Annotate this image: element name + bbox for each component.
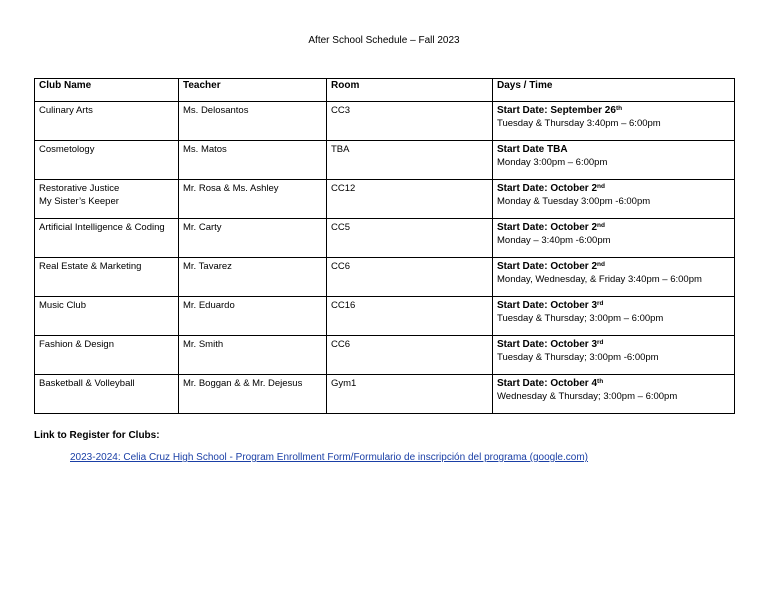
- schedule-text: Monday & Tuesday 3:00pm -6:00pm: [497, 196, 651, 207]
- schedule-table-body: [35, 102, 735, 414]
- start-date: [497, 221, 730, 234]
- start-date-ordinal: rd: [597, 300, 604, 307]
- start-date-text: Start Date: September 26: [497, 105, 616, 116]
- start-date-ordinal: th: [597, 378, 604, 385]
- register-link-heading: Link to Register for Clubs:: [34, 430, 160, 441]
- cell-teacher: Ms. Delosantos: [179, 102, 327, 141]
- start-date-text: Start Date: October 2: [497, 183, 598, 194]
- header-teacher: Teacher: [179, 79, 327, 102]
- start-date-text: Start Date: October 2: [497, 261, 598, 272]
- cell-teacher: Ms. Matos: [179, 141, 327, 180]
- club-name-line: Cosmetology: [39, 144, 95, 155]
- club-name-line: Basketball & Volleyball: [39, 378, 135, 389]
- cell-room: CC6: [327, 336, 493, 375]
- cell-teacher: Mr. Smith: [179, 336, 327, 375]
- start-date: [497, 143, 730, 156]
- table-row: [35, 180, 735, 219]
- table-row: [35, 336, 735, 375]
- cell-room: CC12: [327, 180, 493, 219]
- table-row: [35, 375, 735, 414]
- club-name-line: Fashion & Design: [39, 339, 114, 350]
- club-name-line: Culinary Arts: [39, 105, 93, 116]
- schedule-text: Monday – 3:40pm -6:00pm: [497, 235, 611, 246]
- cell-days-time: [493, 219, 735, 258]
- cell-teacher: Mr. Carty: [179, 219, 327, 258]
- cell-club-name: [35, 180, 179, 219]
- cell-club-name: [35, 258, 179, 297]
- start-date-text: Start Date TBA: [497, 144, 568, 155]
- cell-days-time: [493, 375, 735, 414]
- start-date-text: Start Date: October 2: [497, 222, 598, 233]
- start-date: [497, 377, 730, 390]
- schedule-text: Tuesday & Thursday; 3:00pm -6:00pm: [497, 352, 659, 363]
- start-date-ordinal: nd: [597, 222, 605, 229]
- table-row: [35, 258, 735, 297]
- table-header-row: [35, 79, 735, 102]
- cell-teacher: Mr. Tavarez: [179, 258, 327, 297]
- cell-room: TBA: [327, 141, 493, 180]
- cell-days-time: [493, 336, 735, 375]
- club-name-line: My Sister’s Keeper: [39, 196, 119, 207]
- start-date-text: Start Date: October 3: [497, 339, 598, 350]
- start-date-text: Start Date: October 4: [497, 378, 598, 389]
- start-date-ordinal: th: [615, 105, 623, 112]
- cell-club-name: [35, 375, 179, 414]
- start-date-ordinal: nd: [597, 183, 605, 190]
- club-name-line: Artificial Intelligence & Coding: [39, 222, 165, 233]
- start-date: [497, 338, 730, 351]
- club-name-line: Restorative Justice: [39, 183, 120, 194]
- register-link[interactable]: 2023-2024: Celia Cruz High School - Program Enrollment Form/Formulario de inscripción del programa (google.com): [70, 452, 588, 463]
- start-date: [497, 260, 730, 273]
- schedule-text: Monday 3:00pm – 6:00pm: [497, 157, 608, 168]
- table-row: [35, 297, 735, 336]
- start-date: [497, 182, 730, 195]
- cell-teacher: Mr. Eduardo: [179, 297, 327, 336]
- cell-days-time: [493, 258, 735, 297]
- cell-days-time: [493, 102, 735, 141]
- cell-days-time: [493, 297, 735, 336]
- schedule-text: Monday, Wednesday, & Friday 3:40pm – 6:00pm: [497, 274, 702, 285]
- cell-teacher: Mr. Boggan & & Mr. Dejesus: [179, 375, 327, 414]
- cell-club-name: [35, 297, 179, 336]
- cell-days-time: [493, 180, 735, 219]
- cell-club-name: [35, 219, 179, 258]
- cell-room: CC3: [327, 102, 493, 141]
- cell-room: CC6: [327, 258, 493, 297]
- header-room: Room: [327, 79, 493, 102]
- cell-room: Gym1: [327, 375, 493, 414]
- table-row: [35, 219, 735, 258]
- table-row: [35, 102, 735, 141]
- club-name-line: Real Estate & Marketing: [39, 261, 142, 272]
- cell-club-name: [35, 141, 179, 180]
- cell-teacher: Mr. Rosa & Ms. Ashley: [179, 180, 327, 219]
- document-title: After School Schedule – Fall 2023: [308, 35, 460, 46]
- start-date-ordinal: rd: [597, 339, 604, 346]
- cell-club-name: [35, 102, 179, 141]
- schedule-table: [34, 78, 735, 414]
- schedule-text: Wednesday & Thursday; 3:00pm – 6:00pm: [497, 391, 678, 402]
- header-club-name: Club Name: [35, 79, 179, 102]
- cell-room: CC5: [327, 219, 493, 258]
- table-row: [35, 141, 735, 180]
- schedule-text: Tuesday & Thursday; 3:00pm – 6:00pm: [497, 313, 664, 324]
- cell-days-time: [493, 141, 735, 180]
- cell-club-name: [35, 336, 179, 375]
- schedule-text: Tuesday & Thursday 3:40pm – 6:00pm: [497, 118, 661, 129]
- start-date-text: Start Date: October 3: [497, 300, 598, 311]
- header-days-time: Days / Time: [493, 79, 735, 102]
- start-date: [497, 299, 730, 312]
- start-date: [497, 104, 730, 117]
- cell-room: CC16: [327, 297, 493, 336]
- club-name-line: Music Club: [39, 300, 86, 311]
- start-date-ordinal: nd: [597, 261, 605, 268]
